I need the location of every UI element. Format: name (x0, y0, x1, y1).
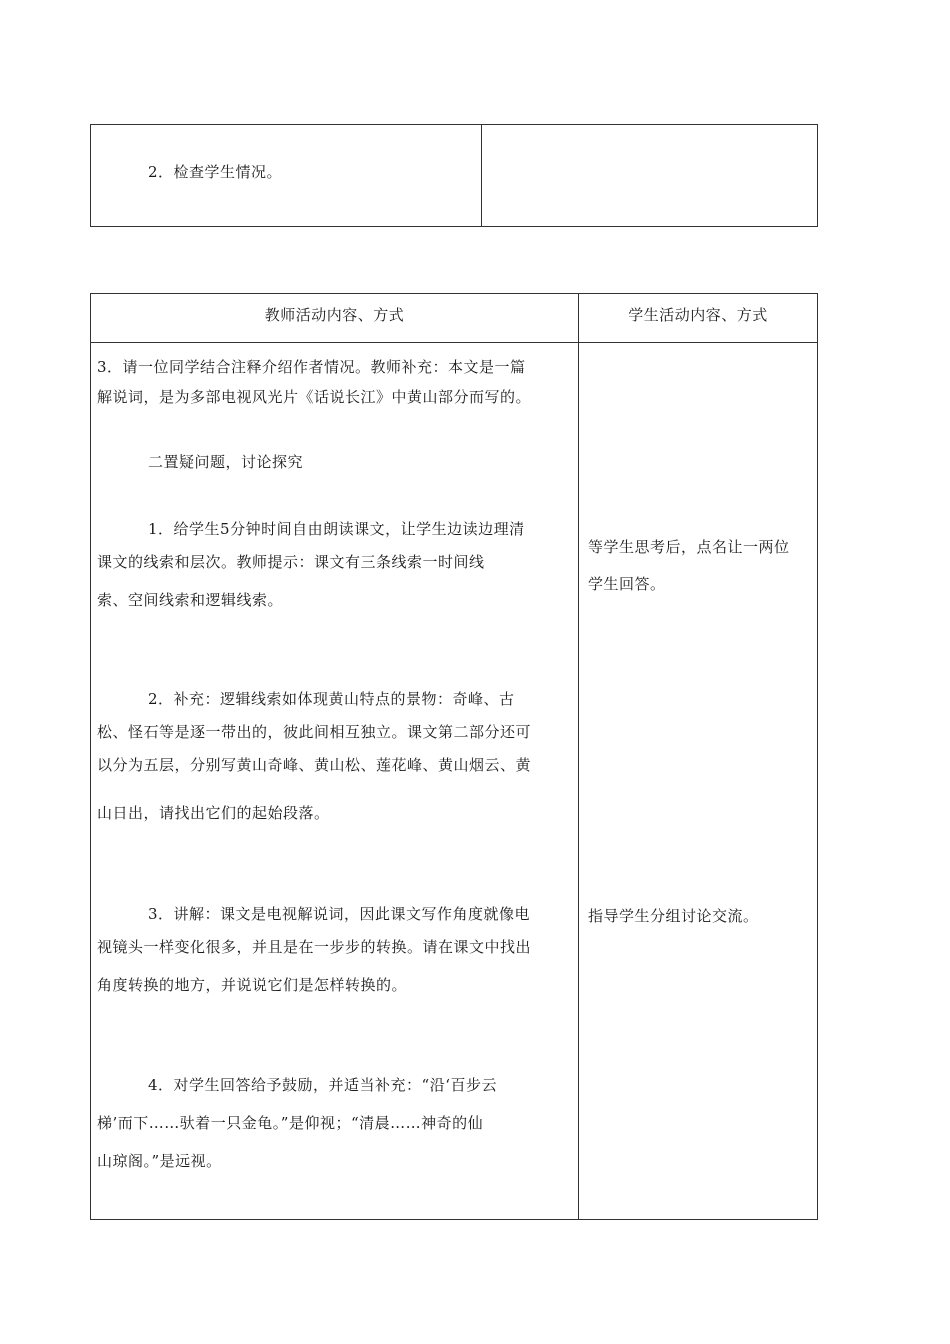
activity-table (90, 293, 818, 1220)
teacher-p3-line4: 山日出，请找出它们的起始段落。 (97, 804, 330, 822)
teacher-p4-line3: 角度转换的地方，并说说它们是怎样转换的。 (97, 976, 408, 994)
header-row-separator (91, 342, 817, 343)
teacher-p2-line1: 1．给学生5分钟时间自由朗读课文，让学生边读边理清 (148, 520, 525, 538)
header-student-activities: 学生活动内容、方式 (628, 306, 768, 324)
teacher-p5-line1: 4．对学生回答给予鼓励，并适当补充：“沿‘百步云 (148, 1076, 497, 1094)
teacher-p4-line1: 3．讲解：课文是电视解说词，因此课文写作角度就像电 (148, 905, 531, 923)
teacher-p3-line1: 2．补充：逻辑线索如体现黄山特点的景物：奇峰、古 (148, 690, 515, 708)
activity-table-divider (578, 294, 579, 1219)
student-p1-line2: 学生回答。 (588, 575, 666, 593)
top-table (90, 124, 818, 227)
teacher-p5-line3: 山琼阁。”是远视。 (97, 1152, 222, 1170)
top-table-divider (481, 125, 482, 226)
teacher-section-heading: 二置疑问题，讨论探究 (148, 453, 304, 471)
teacher-p2-line2: 课文的线索和层次。教师提示：课文有三条线索一时间线 (97, 553, 485, 571)
teacher-p1-line2: 解说词，是为多部电视风光片《话说长江》中黄山部分而写的。 (97, 388, 532, 406)
student-p1-line1: 等学生思考后，点名让一两位 (588, 538, 790, 556)
teacher-p1-line1: 3．请一位同学结合注释介绍作者情况。教师补充：本文是一篇 (97, 358, 526, 376)
teacher-p5-line2: 梯’而下……驮着一只金龟。”是仰视；“清晨……神奇的仙 (97, 1114, 484, 1132)
teacher-p3-line3: 以分为五层，分别写黄山奇峰、黄山松、莲花峰、黄山烟云、黄 (97, 756, 532, 774)
header-teacher-activities: 教师活动内容、方式 (264, 306, 405, 324)
check-students-text: 2．检查学生情况。 (148, 163, 283, 181)
teacher-p3-line2: 松、怪石等是逐一带出的，彼此间相互独立。课文第二部分还可 (97, 723, 532, 741)
teacher-p2-line3: 索、空间线索和逻辑线索。 (97, 591, 284, 609)
student-p2-line1: 指导学生分组讨论交流。 (588, 907, 759, 925)
teacher-p4-line2: 视镜头一样变化很多，并且是在一步步的转换。请在课文中找出 (97, 938, 532, 956)
